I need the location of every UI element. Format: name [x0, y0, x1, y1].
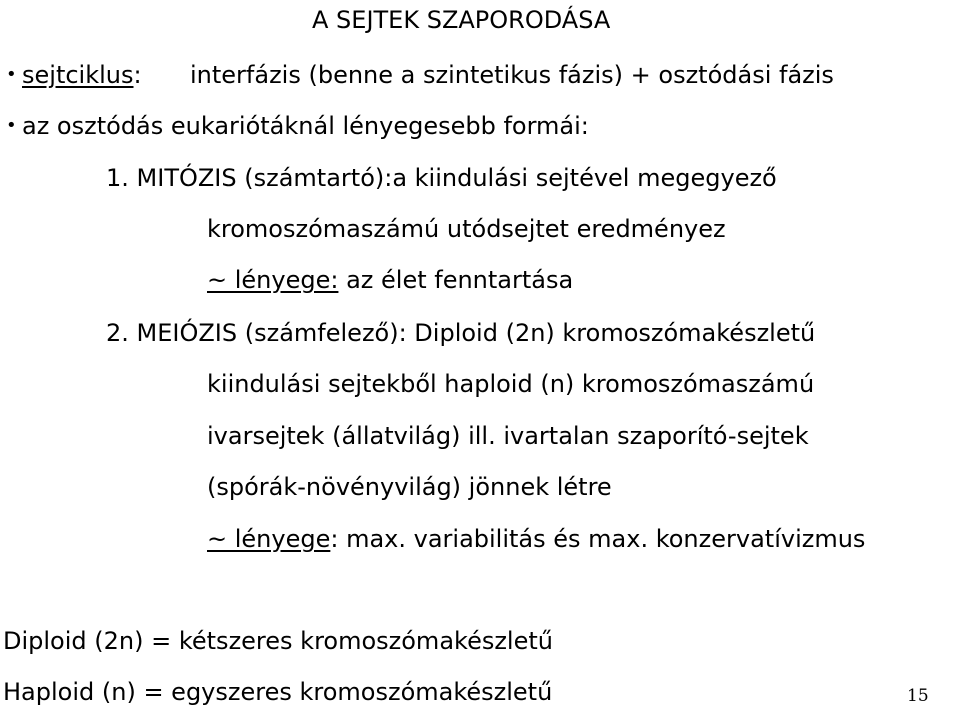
page-title: A SEJTEK SZAPORODÁSA	[312, 6, 611, 34]
meiozis-line-3: ivarsejtek (állatvilág) ill. ivartalan szaporító-sejtek	[207, 422, 809, 450]
page-number: 15	[907, 686, 929, 706]
term-separator: :	[133, 61, 142, 89]
bullet-sejtciklus	[22, 60, 834, 90]
mitozis-line-2: kromoszómaszámú utódsejtet eredményez	[207, 215, 726, 243]
mitozis-heading: 1. MITÓZIS (számtartó):a kiindulási sejtével megegyező	[106, 164, 777, 192]
mitozis-essence	[207, 265, 573, 295]
meiozis-essence	[207, 524, 865, 554]
meiozis-essence-label: ~ lényege	[207, 525, 331, 553]
meiozis-line-4: (spórák-növényvilág) jönnek létre	[207, 473, 612, 501]
mitozis-essence-label: ~ lényege:	[207, 266, 339, 294]
mitozis-essence-text: az élet fenntartása	[346, 266, 574, 294]
definition-diploid: Diploid (2n) = kétszeres kromoszómakészletű	[3, 627, 553, 655]
meiozis-heading: 2. MEIÓZIS (számfelező): Diploid (2n) kromoszómakészletű	[106, 319, 816, 347]
meiozis-line-2: kiindulási sejtekből haploid (n) kromoszómaszámú	[207, 370, 815, 398]
definition-haploid: Haploid (n) = egyszeres kromoszómakészletű	[3, 678, 553, 706]
bullet-dot: •	[6, 64, 17, 85]
bullet-dot: •	[6, 115, 17, 136]
meiozis-essence-text: : max. variabilitás és max. konzervatívizmus	[330, 525, 866, 553]
term-sejtciklus: sejtciklus	[22, 61, 134, 89]
bullet-osztodas-formai: az osztódás eukariótáknál lényegesebb formái:	[22, 112, 589, 140]
sejtciklus-definition: interfázis (benne a szintetikus fázis) + osztódási fázis	[190, 61, 834, 89]
